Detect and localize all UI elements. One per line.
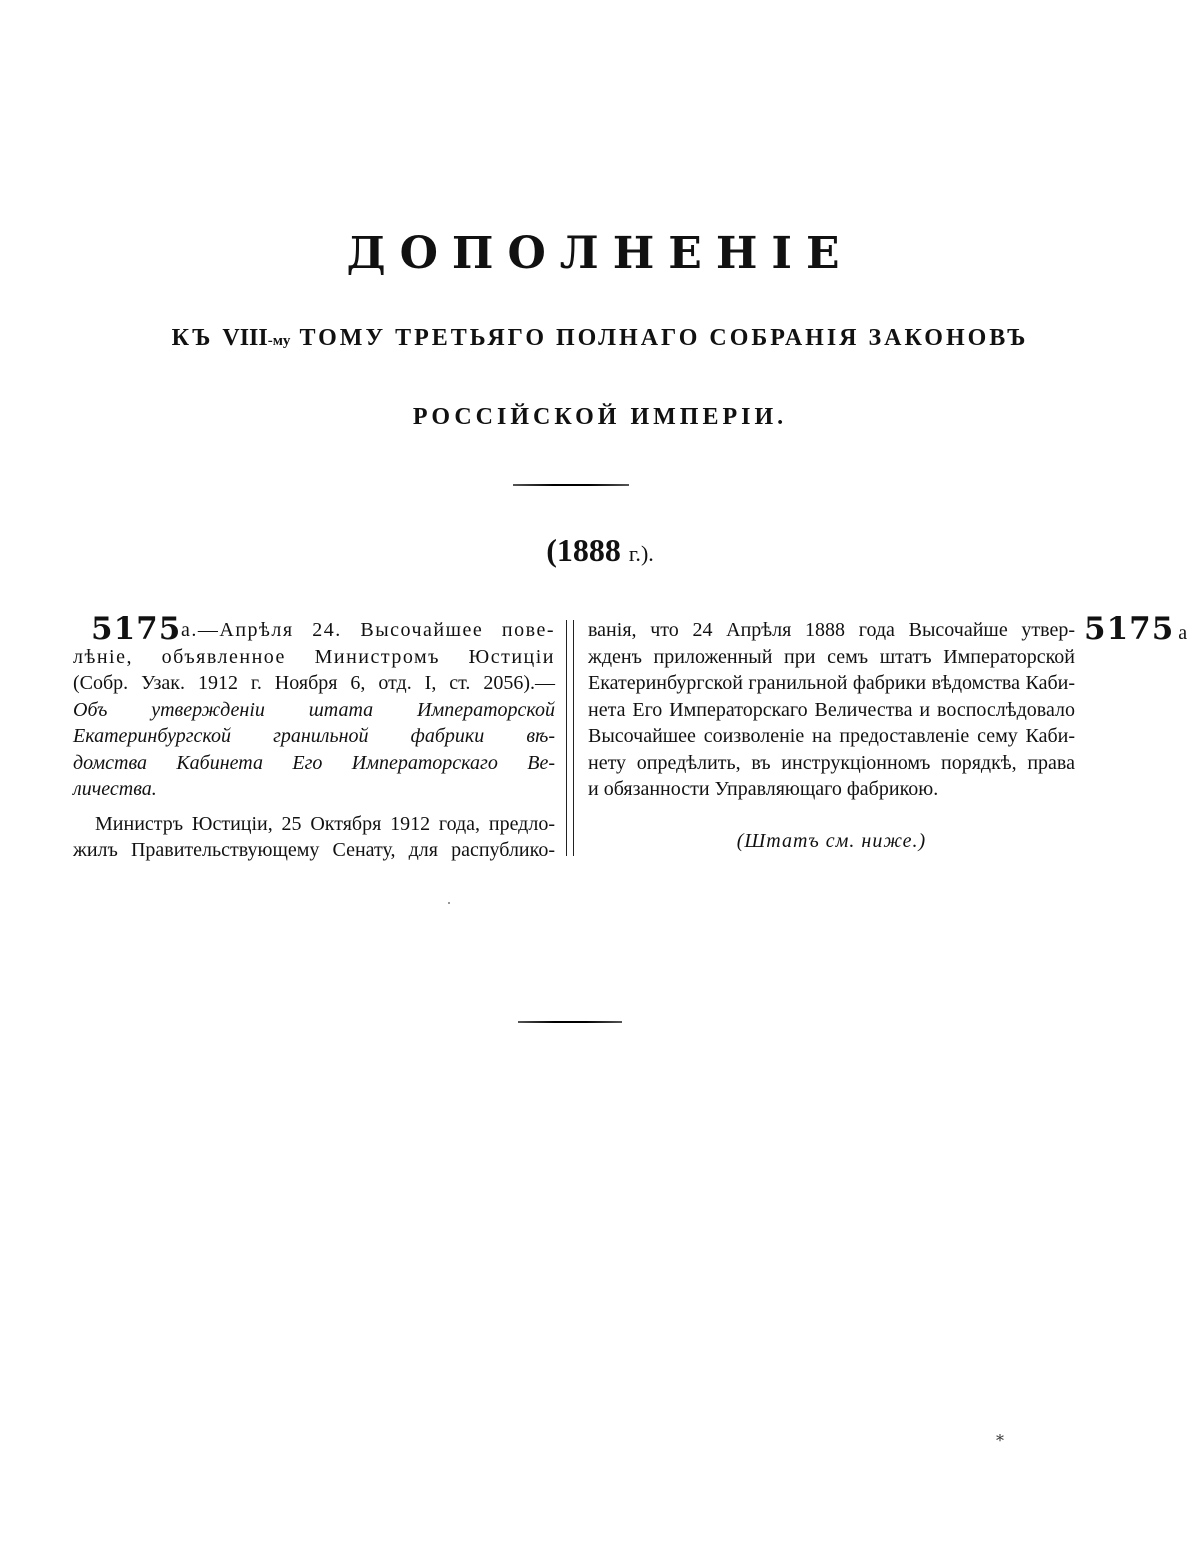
text-line: лѣніе, объявленное Министромъ Юстиціи [73,645,555,668]
subtitle-volume-suffix: -му [267,333,291,349]
text-line: нету опредѣлить, въ инструкціонномъ порядкѣ, права [588,751,1075,774]
footer-asterisk: * [996,1431,1004,1450]
entry-number-right-value: 5175 [1084,611,1175,647]
paragraph-gap [73,803,555,811]
text-line: и обязанности Управляющаго фабрикою. [588,778,939,800]
text-line: Екатеринбургской гранильной фабрики вѣдомства Каби- [588,672,1075,694]
year-open-paren: ( [546,532,557,568]
text-line: а.—Апрѣля 24. Высочайшее пове- [181,619,555,641]
year-close-paren: ). [640,541,654,566]
entry-number-left: 5175 [91,611,182,647]
column-divider [566,620,574,856]
text-line: личества. [73,778,157,800]
text-line: Высочайшее соизволеніе на предоставленіе сему Каби- [588,725,1075,747]
entry-number-suffix: а [1178,622,1189,644]
text-line: Объ утвержденіи штата Императорской [73,698,555,721]
year-value: 1888 [556,532,621,568]
text-line: нета Его Императорскаго Величества и воспослѣдовало [588,698,1075,721]
subtitle-prefix: КЪ [171,325,214,351]
text-line: Екатеринбургской гранильной фабрики вѣ- [73,725,555,747]
entry-number-right [1084,611,1188,647]
print-speck [448,902,450,904]
text-line: жилъ Правительствующему Сенату, для распублико- [73,839,555,861]
text-line: Министръ Юстиціи, 25 Октября 1912 года, предло- [95,812,555,835]
page-title: ДОПОЛНЕНІЕ [346,228,854,279]
year-heading [0,532,1200,569]
ornamental-rule-bottom [518,1021,622,1023]
subtitle-volume: VIII [222,325,268,351]
year-suffix: г. [628,541,641,566]
staff-note: (Штатъ см. ниже.) [736,830,927,852]
text-line: домства Кабинета Его Императорскаго Ве- [73,751,555,774]
subtitle-line-2: РОССІЙСКОЙ ИМПЕРІИ. [412,404,788,430]
ornamental-rule-top [513,484,629,486]
subtitle [0,325,1200,352]
left-column [73,617,555,864]
right-column [588,617,1075,803]
text-line: (Собр. Узак. 1912 г. Ноября 6, отд. I, ст. 2056).— [73,672,555,694]
subtitle-rest: ТОМУ ТРЕТЬЯГО ПОЛНАГО СОБРАНІЯ ЗАКОНОВЪ [299,325,1029,351]
text-line: жденъ приложенный при семъ штатъ Императорской [588,645,1075,668]
text-line: ванія, что 24 Апрѣля 1888 года Высочайше утвер- [588,619,1075,641]
